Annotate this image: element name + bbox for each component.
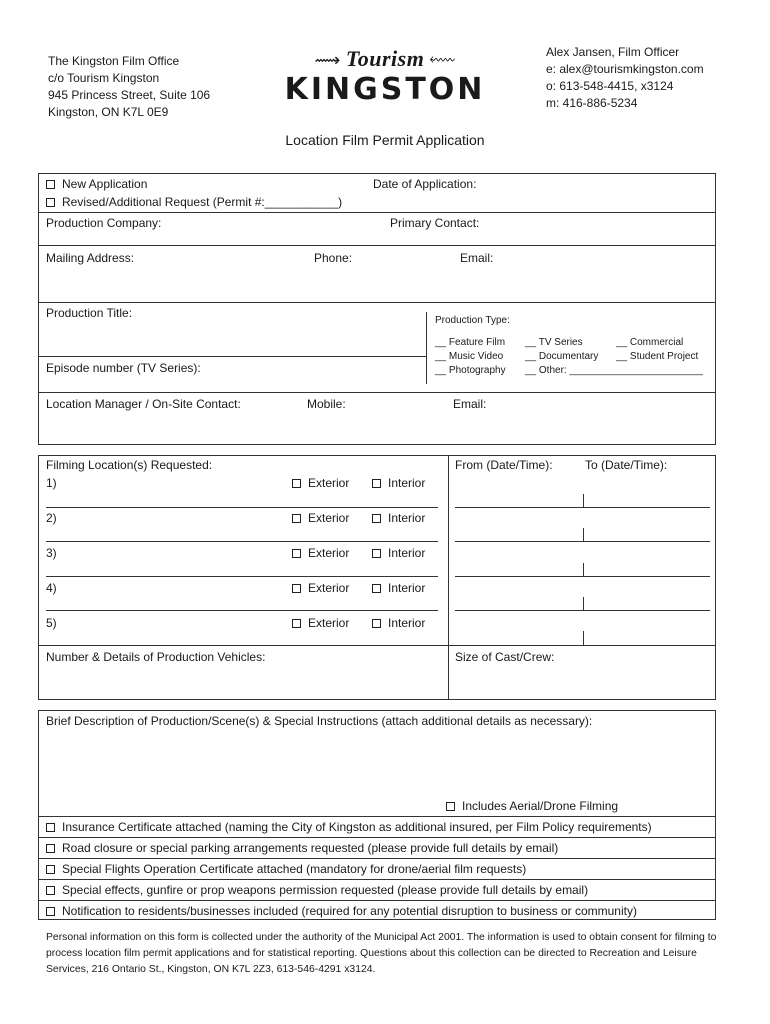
officer-line: Alex Jansen, Film Officer [546, 45, 680, 59]
checkbox-icon[interactable] [46, 844, 55, 853]
from-label: From (Date/Time): [455, 458, 553, 472]
checkbox-icon[interactable] [372, 549, 381, 558]
checkbox-icon[interactable] [46, 823, 55, 832]
tourism-kingston-logo [278, 46, 492, 107]
revised-request-option[interactable]: Revised/Additional Request (Permit #:___________) [46, 195, 342, 209]
office-address [48, 53, 210, 121]
location-input-line[interactable] [46, 507, 438, 508]
officer-line: e: alex@tourismkingston.com [546, 62, 704, 76]
interior-option[interactable]: Interior [372, 546, 425, 560]
location-row-number: 2) [46, 511, 57, 525]
location-input-line[interactable] [46, 541, 438, 542]
filming-locations-label: Filming Location(s) Requested: [46, 458, 213, 472]
checkbox-icon[interactable] [46, 907, 55, 916]
production-company-label: Production Company: [46, 216, 162, 230]
exterior-option[interactable]: Exterior [292, 546, 349, 560]
office-line: c/o Tourism Kingston [48, 71, 160, 85]
interior-option[interactable]: Interior [372, 581, 425, 595]
checkbox-icon[interactable] [292, 514, 301, 523]
location-manager-label: Location Manager / On-Site Contact: [46, 397, 241, 411]
checkbox-icon[interactable] [372, 584, 381, 593]
production-type-label: Production Type: [435, 315, 510, 326]
checkbox-icon[interactable] [292, 584, 301, 593]
email2-label: Email: [453, 397, 487, 411]
logo-bottom-text: KINGSTON [284, 72, 486, 107]
email-label: Email: [460, 251, 494, 265]
primary-contact-label: Primary Contact: [390, 216, 480, 230]
flight-certificate-option[interactable]: Special Flights Operation Certificate attached (mandatory for drone/aerial film requests) [46, 862, 526, 876]
checkbox-icon[interactable] [46, 180, 55, 189]
date-of-application-label: Date of Application: [373, 177, 477, 191]
officer-line: o: 613-548-4415, x3124 [546, 79, 674, 93]
mobile-label: Mobile: [307, 397, 346, 411]
location-input-line[interactable] [46, 576, 438, 577]
exterior-option[interactable]: Exterior [292, 616, 349, 630]
checkbox-icon[interactable] [46, 865, 55, 874]
location-row-number: 1) [46, 476, 57, 490]
swash-left-icon: ⟿ [314, 50, 346, 70]
location-row-number: 5) [46, 616, 57, 630]
interior-option[interactable]: Interior [372, 476, 425, 490]
new-application-option[interactable]: New Application [46, 177, 147, 191]
type-music-video[interactable]: __ Music Video [435, 351, 504, 362]
type-other[interactable]: __ Other: ________________________ [525, 365, 703, 376]
checkbox-icon[interactable] [292, 619, 301, 628]
checkbox-icon[interactable] [46, 198, 55, 207]
notification-option[interactable]: Notification to residents/businesses included (required for any potential disruption to business or community) [46, 904, 637, 918]
location-row-number: 3) [46, 546, 57, 560]
location-input-line[interactable] [46, 610, 438, 611]
to-label: To (Date/Time): [585, 458, 668, 472]
interior-option[interactable]: Interior [372, 511, 425, 525]
swash-right-icon: ⬳ [424, 50, 456, 70]
exterior-option[interactable]: Exterior [292, 476, 349, 490]
description-label: Brief Description of Production/Scene(s) & Special Instructions (attach additional details as necessary): [46, 714, 593, 728]
type-student-project[interactable]: __ Student Project [616, 351, 699, 362]
type-photography[interactable]: __ Photography [435, 365, 506, 376]
type-tv-series[interactable]: __ TV Series [525, 337, 583, 348]
checkbox-icon[interactable] [372, 619, 381, 628]
logo-top-text: Tourism [345, 46, 425, 71]
checkbox-icon[interactable] [292, 549, 301, 558]
type-commercial[interactable]: __ Commercial [616, 337, 684, 348]
episode-number-label: Episode number (TV Series): [46, 361, 201, 375]
interior-option[interactable]: Interior [372, 616, 425, 630]
office-line: 945 Princess Street, Suite 106 [48, 88, 211, 102]
checkbox-icon[interactable] [292, 479, 301, 488]
exterior-option[interactable]: Exterior [292, 511, 349, 525]
privacy-notice: Personal information on this form is collected under the authority of the Municipal Act 2001. The information is used to obtain consent for filming to process location film permit applications and for statistical reporting. Questions about this collection can be directed to Recreation and Leisure Services, 216 Ontario St., Kingston, ON K7L 2Z3, 613-546-4291 x3124. [46, 932, 717, 975]
checkbox-icon[interactable] [372, 514, 381, 523]
cast-crew-label: Size of Cast/Crew: [455, 650, 555, 664]
officer-contact [546, 44, 704, 112]
special-effects-option[interactable]: Special effects, gunfire or prop weapons permission requested (please provide full details by email) [46, 883, 588, 897]
type-documentary[interactable]: __ Documentary [525, 351, 599, 362]
checkbox-icon[interactable] [46, 886, 55, 895]
office-line: Kingston, ON K7L 0E9 [48, 105, 169, 119]
checkbox-icon[interactable] [446, 802, 455, 811]
checkbox-icon[interactable] [372, 479, 381, 488]
exterior-option[interactable]: Exterior [292, 581, 349, 595]
production-title-label: Production Title: [46, 306, 133, 320]
mailing-address-label: Mailing Address: [46, 251, 135, 265]
insurance-certificate-option[interactable]: Insurance Certificate attached (naming the City of Kingston as additional insured, per Film Policy requirements) [46, 820, 652, 834]
vehicles-label: Number & Details of Production Vehicles: [46, 650, 266, 664]
form-title: Location Film Permit Application [285, 132, 485, 148]
office-line: The Kingston Film Office [48, 54, 180, 68]
road-closure-option[interactable]: Road closure or special parking arrangements requested (please provide full details by email) [46, 841, 558, 855]
officer-line: m: 416-886-5234 [546, 96, 638, 110]
aerial-drone-option[interactable]: Includes Aerial/Drone Filming [446, 799, 618, 813]
location-row-number: 4) [46, 581, 57, 595]
type-feature-film[interactable]: __ Feature Film [435, 337, 506, 348]
phone-label: Phone: [314, 251, 353, 265]
